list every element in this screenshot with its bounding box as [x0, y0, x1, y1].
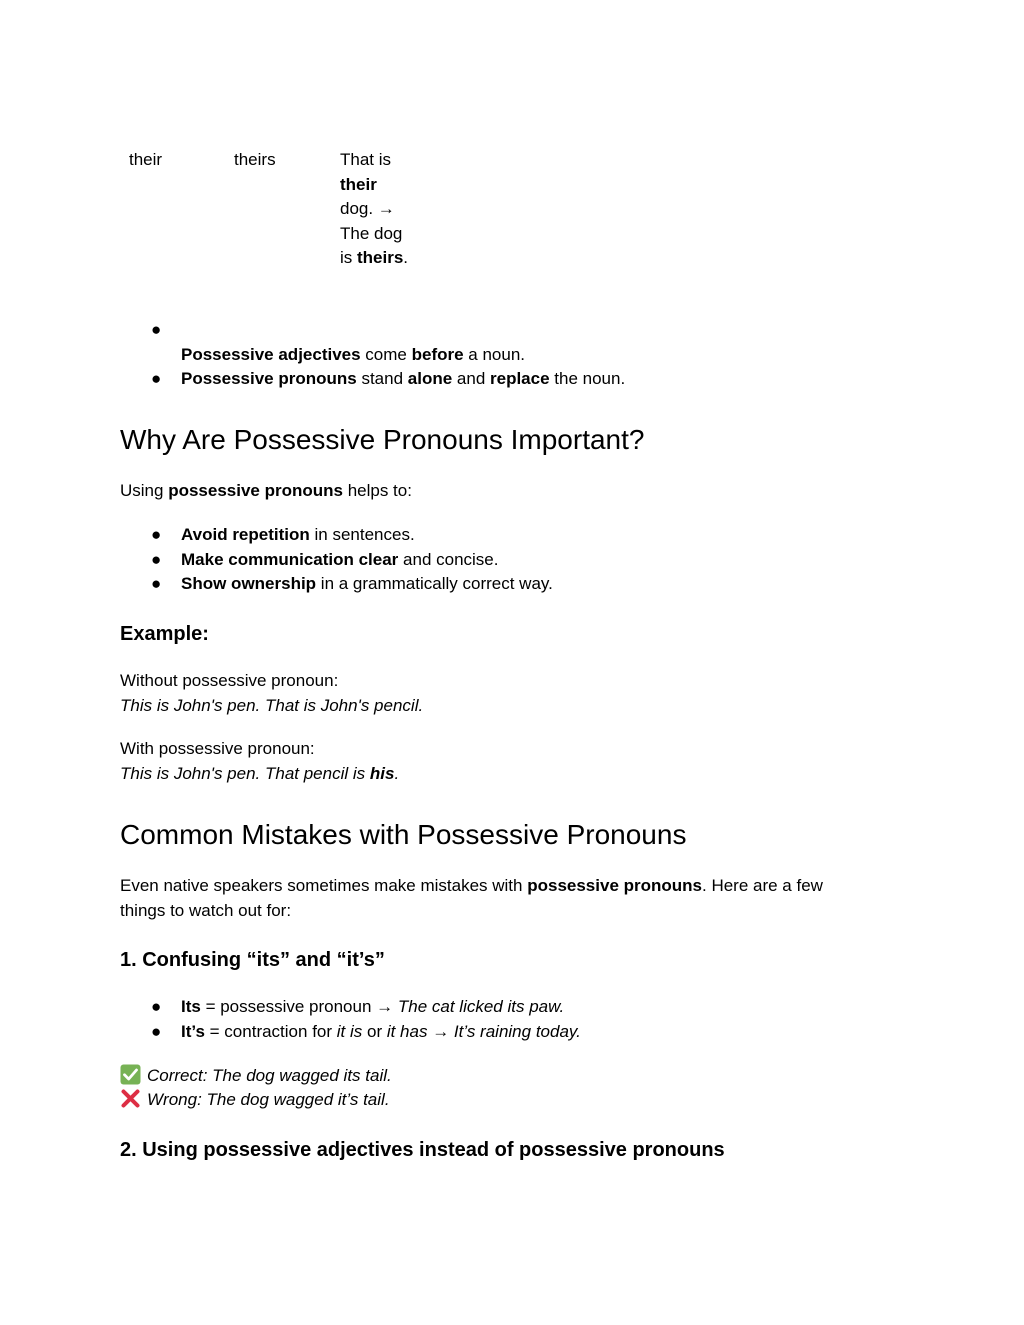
list-item: ● Possessive pronouns stand alone and replace the noun. — [121, 367, 625, 392]
bullet-icon: ● — [151, 549, 162, 569]
example-line: The dog — [340, 223, 403, 243]
bullet-icon: ● — [151, 320, 162, 339]
example-line: is theirs. — [340, 248, 409, 267]
example-with — [120, 737, 399, 786]
list-item — [121, 318, 625, 343]
cell-text: their — [129, 150, 163, 169]
comparison-list — [121, 318, 625, 392]
mistakes-intro — [120, 874, 823, 923]
list-item: Possessive adjectives come before a noun. — [181, 344, 526, 364]
intro-line: things to watch out for: — [120, 900, 292, 920]
example-label: Without possessive pronoun: — [120, 671, 339, 690]
example-line: That is — [340, 150, 392, 169]
bullet-icon: ● — [151, 1021, 162, 1041]
check-mark-icon — [120, 1064, 141, 1085]
bullet-icon: ● — [151, 997, 162, 1016]
list-item: ● Its = possessive pronoun → The cat licked its paw. — [121, 995, 581, 1020]
intro-line: Even native speakers sometimes make mistakes with possessive pronouns. Here are a few — [120, 876, 823, 895]
table-cell-example — [340, 148, 430, 271]
section-heading-importance: Why Are Possessive Pronouns Important? — [120, 424, 645, 455]
cross-mark-icon — [120, 1088, 141, 1109]
its-list — [121, 995, 581, 1044]
example-label: With possessive pronoun: — [120, 739, 315, 758]
subheading-adjectives: 2. Using possessive adjectives instead of possessive pronouns — [120, 1139, 725, 1161]
section-heading-mistakes: Common Mistakes with Possessive Pronouns — [120, 819, 687, 850]
list-item: ● Make communication clear and concise. — [121, 548, 553, 573]
correct-example: Correct: The dog wagged its tail. — [120, 1064, 392, 1089]
example-without — [120, 669, 423, 718]
importance-list — [121, 523, 553, 597]
bullet-icon: ● — [151, 369, 162, 388]
example-sentence: This is John's pen. That pencil is his. — [120, 763, 400, 783]
bullet-icon: ● — [151, 574, 162, 593]
importance-intro: Using possessive pronouns helps to: — [120, 481, 412, 500]
example-line: dog. → — [340, 199, 395, 218]
bullet-icon: ● — [151, 525, 162, 544]
wrong-example: Wrong: The dog wagged it’s tail. — [120, 1088, 390, 1113]
list-item: ● It’s = contraction for it is or it has → It’s raining today. — [121, 1020, 581, 1045]
example-heading: Example: — [120, 623, 209, 645]
table-cell-adjective — [129, 148, 162, 173]
example-line-bold: their — [340, 174, 377, 194]
subheading-its: 1. Confusing “its” and “it’s” — [120, 949, 385, 971]
example-sentence: This is John's pen. That is John's pencil. — [120, 695, 424, 715]
list-item: ● Avoid repetition in sentences. — [121, 523, 553, 548]
table-cell-pronoun — [234, 148, 276, 173]
cell-text: theirs — [234, 150, 276, 169]
list-item: ● Show ownership in a grammatically correct way. — [121, 572, 553, 597]
